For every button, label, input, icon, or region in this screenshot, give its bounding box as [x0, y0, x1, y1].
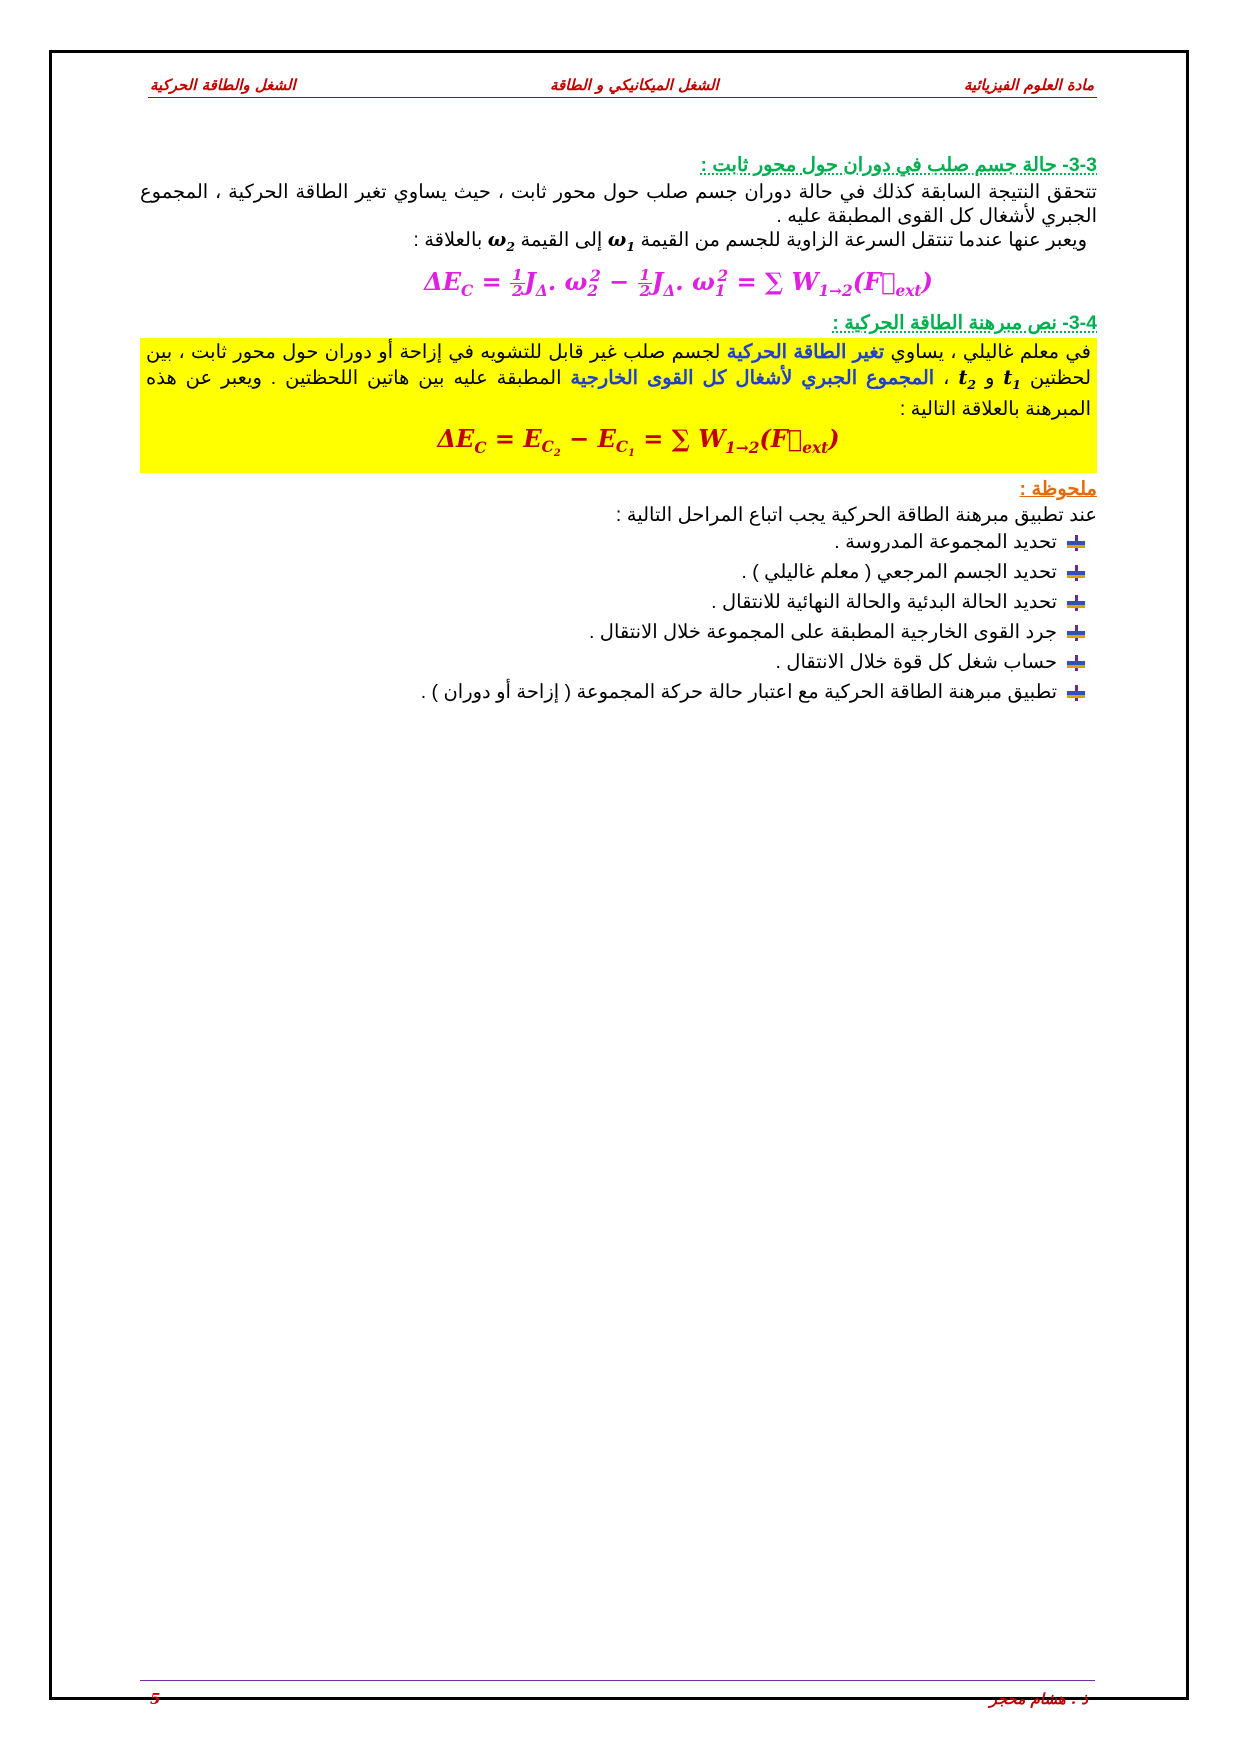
- section-3-3-heading: [140, 150, 1097, 180]
- header-chapter: الشغل الميكانيكي و الطاقة: [550, 76, 719, 94]
- steps-list: [140, 527, 1097, 707]
- header-divider: [148, 97, 1097, 98]
- theorem-emphasis-1: تغير الطاقة الحركية: [726, 340, 885, 363]
- omega-2: $\omega_2$: [487, 228, 516, 254]
- footer-author: ذ . هشام محجر: [989, 1690, 1088, 1708]
- bullet-icon: [1067, 655, 1085, 671]
- time-t2: $t_2$: [958, 365, 977, 392]
- theorem-box: [140, 338, 1097, 474]
- section-3-3-title: 3-3- حالة جسم صلب في دوران حول محور ثابت :: [700, 154, 1097, 176]
- header-topic: الشغل والطاقة الحركية: [150, 76, 296, 94]
- list-item: تحديد المجموعة المدروسة .: [140, 527, 1085, 557]
- header-subject: مادة العلوم الفيزيائية: [963, 76, 1094, 94]
- bullet-icon: [1067, 625, 1085, 641]
- note-heading: [140, 475, 1097, 503]
- note-intro: عند تطبيق مبرهنة الطاقة الحركية يجب اتباع المراحل التالية :: [615, 504, 1097, 527]
- list-item: تحديد الحالة البدئية والحالة النهائية للانتقال .: [140, 587, 1085, 617]
- section-3-4-heading: [140, 308, 1097, 338]
- omega-1: $\omega_1$: [607, 228, 635, 254]
- bullet-icon: [1067, 535, 1085, 551]
- section-3-3-relation-text: [140, 228, 1097, 259]
- relation-text-c: بالعلاقة :: [413, 229, 483, 251]
- page-number: 5: [150, 1690, 161, 1708]
- formula-theorem: $\Delta E_C = E_{C_2} - E_{C_1}$ = ∑ $W_{1\to 2}(F⃗_{ext})$: [437, 423, 840, 460]
- section-3-3-paragraph: تتحقق النتيجة السابقة كذلك في حالة دوران جسم صلب حول محور ثابت ، حيث يساوي تغير الطاقة الحركية ، المجموع الجبري لأشغال كل القوى المطبقة عليه .: [140, 181, 1097, 227]
- formula-rotation: $\Delta E_C$ = $\frac{1}{2}$ $J_\Delta$. $\omega_2^2$ − $\frac{1}{2}$ $J_\Delta$. $\omega_1^2$ = ∑ $W_{1\to 2}(F⃗_{ext})$: [424, 265, 933, 300]
- bullet-icon: [1067, 685, 1085, 701]
- section-3-4-title: 3-4- نص مبرهنة الطاقة الحركية :: [832, 311, 1097, 334]
- time-t1: $t_1$: [1003, 365, 1021, 392]
- theorem-statement: في معلم غاليلي ، يساوي تغير الطاقة الحركية لجسم صلب غير قابل للتشويه في إزاحة أو دوران حول محور ثابت ، بين لحظتين $t_1$ و $t_2$ ، المجموع الجبري لأشغال كل القوى الخارجية المطبقة عليه بين هاتين اللحظتين . ويعبر عن هذه المبرهنة بالعلاقة التالية :: [146, 340, 1092, 420]
- list-item: حساب شغل كل قوة خلال الانتقال .: [140, 647, 1085, 677]
- list-item: تطبيق مبرهنة الطاقة الحركية مع اعتبار حالة حركة المجموعة ( إزاحة أو دوران ) .: [140, 677, 1085, 707]
- note-title: ملحوظة :: [1019, 478, 1097, 501]
- list-item: تحديد الجسم المرجعي ( معلم غاليلي ) .: [140, 557, 1085, 587]
- bullet-icon: [1067, 565, 1085, 581]
- footer-divider: [140, 1680, 1095, 1681]
- theorem-emphasis-2: المجموع الجبري لأشغال كل القوى الخارجية: [570, 366, 935, 389]
- relation-text-a: ويعبر عنها عندما تنتقل السرعة الزاوية للجسم من القيمة: [640, 229, 1087, 251]
- page-content: [140, 150, 1097, 707]
- list-item: جرد القوى الخارجية المطبقة على المجموعة خلال الانتقال .: [140, 617, 1085, 647]
- relation-text-b: إلى القيمة: [520, 229, 603, 251]
- bullet-icon: [1067, 595, 1085, 611]
